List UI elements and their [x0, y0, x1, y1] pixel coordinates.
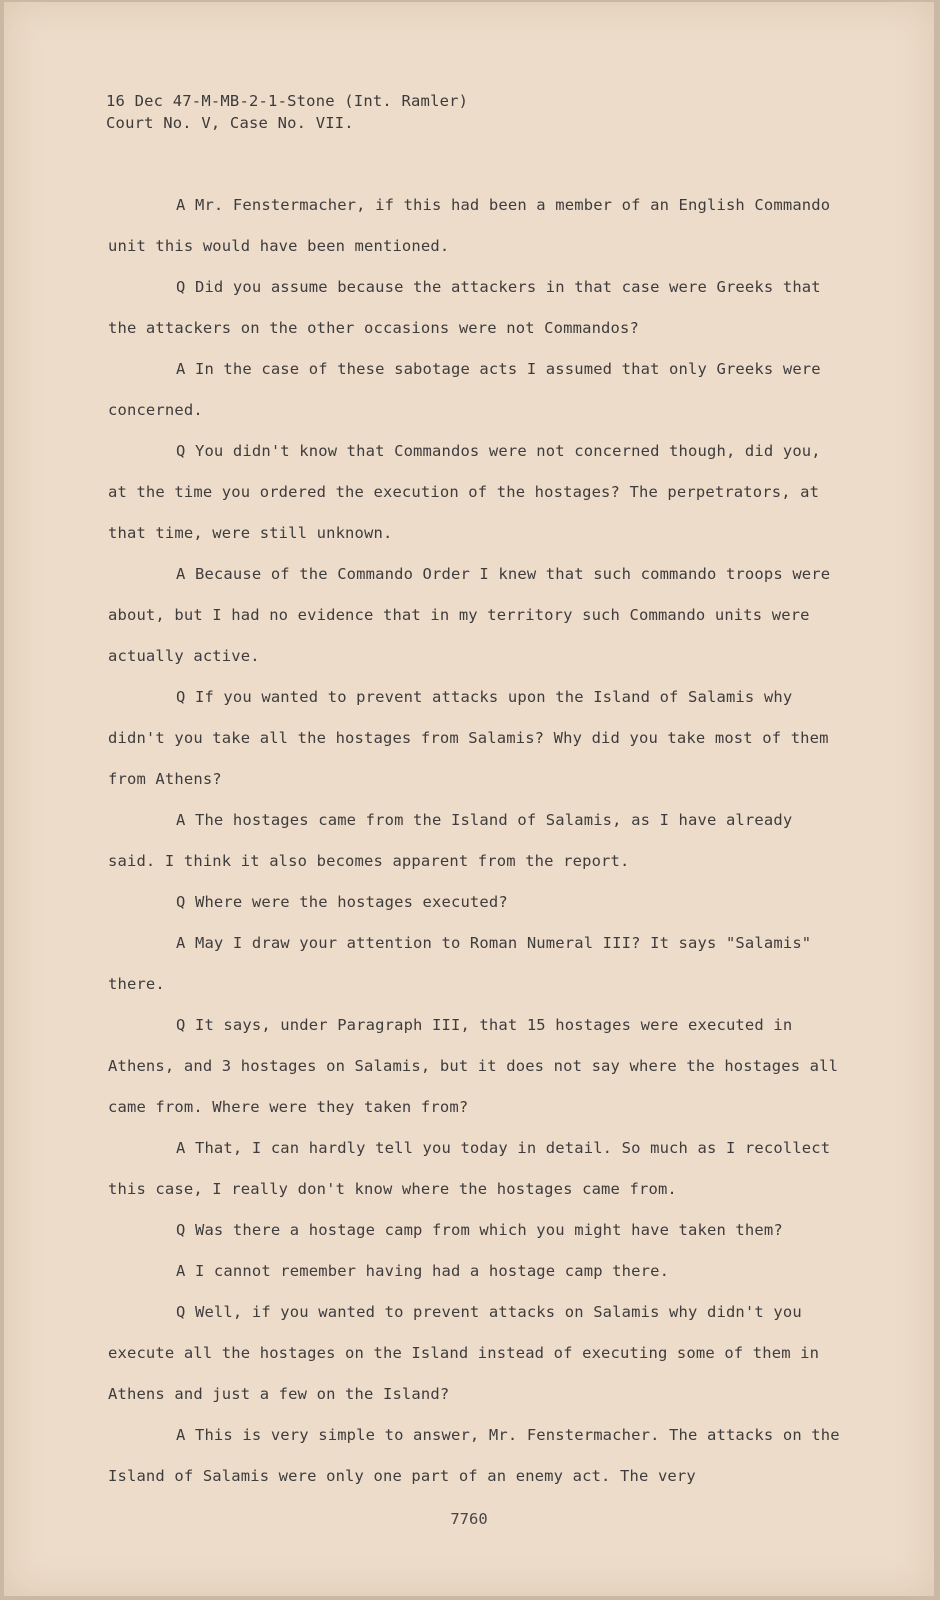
transcript-paragraph: A May I draw your attention to Roman Numeral III? It says "Salamis" there.	[108, 934, 812, 993]
page-number: 7760	[450, 1510, 488, 1528]
transcript-paragraph: A That, I can hardly tell you today in detail. So much as I recollect this case, I really don't know where the hostages came from.	[108, 1139, 831, 1198]
transcript-paragraph: Q Well, if you wanted to prevent attacks on Salamis why didn't you execute all the hostages on the Island instead of executing some of them in Athens and just a few on the Island?	[108, 1303, 820, 1403]
document-page	[4, 2, 934, 1596]
transcript-paragraph: A I cannot remember having had a hostage camp there.	[176, 1262, 670, 1280]
transcript-paragraph: A Mr. Fenstermacher, if this had been a member of an English Commando unit this would have been mentioned.	[108, 196, 831, 255]
header-line-2: Court No. V, Case No. VII.	[106, 114, 354, 132]
header-line-1: 16 Dec 47-M-MB-2-1-Stone (Int. Ramler)	[106, 92, 469, 110]
transcript-paragraph: A Because of the Commando Order I knew that such commando troops were about, but I had no evidence that in my territory such Commando units were actually active.	[108, 565, 831, 665]
transcript-paragraph: Q You didn't know that Commandos were not concerned though, did you, at the time you ordered the execution of the hostages? The perpetrators, at that time, were still unknown.	[108, 442, 821, 542]
transcript-body	[108, 185, 848, 1497]
transcript-paragraph: A In the case of these sabotage acts I assumed that only Greeks were concerned.	[108, 360, 821, 419]
transcript-paragraph: Q Was there a hostage camp from which you might have taken them?	[176, 1221, 783, 1239]
document-header	[106, 90, 468, 134]
transcript-paragraph: Q Did you assume because the attackers in that case were Greeks that the attackers on the other occasions were not Commandos?	[108, 278, 821, 337]
transcript-paragraph: A The hostages came from the Island of Salamis, as I have already said. I think it also becomes apparent from the report.	[108, 811, 793, 870]
transcript-paragraph: Q If you wanted to prevent attacks upon the Island of Salamis why didn't you take all the hostages from Salamis? Why did you take most of them from Athens?	[108, 688, 829, 788]
transcript-paragraph: A This is very simple to answer, Mr. Fenstermacher. The attacks on the Island of Salamis were only one part of an enemy act. The very	[108, 1426, 840, 1485]
transcript-paragraph: Q Where were the hostages executed?	[176, 893, 508, 911]
transcript-paragraph: Q It says, under Paragraph III, that 15 hostages were executed in Athens, and 3 hostages on Salamis, but it does not say where the hostages all came from. Where were they taken from?	[108, 1016, 839, 1116]
